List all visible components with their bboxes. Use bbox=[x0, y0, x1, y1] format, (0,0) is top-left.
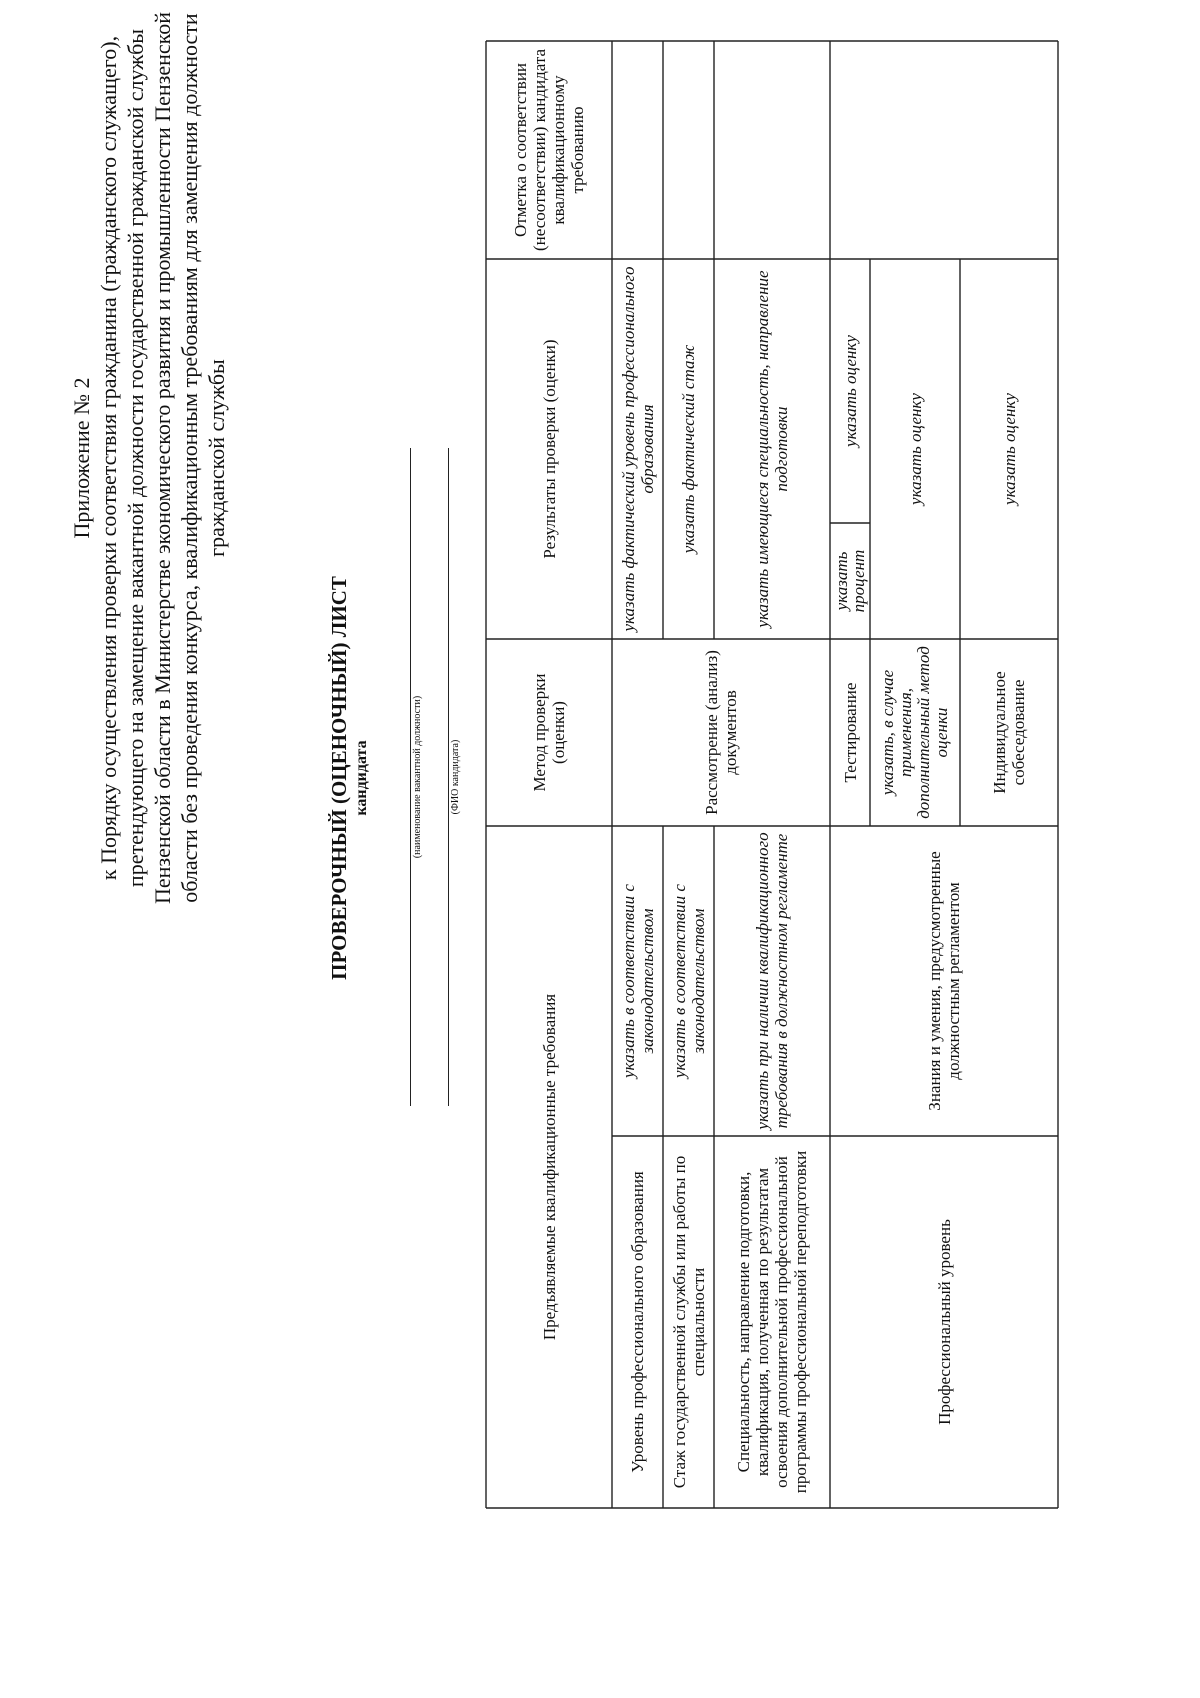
professional-mark[interactable] bbox=[830, 41, 1058, 259]
row1-mark[interactable] bbox=[612, 41, 663, 259]
interview-score[interactable]: указать оценку bbox=[999, 393, 1019, 505]
row3-detail: указать при наличии квалификационного требования в должностном регламенте bbox=[753, 832, 791, 1130]
row1-result[interactable]: указать фактический уровень профессионального образования bbox=[618, 266, 657, 632]
testing-percent[interactable]: указать процент bbox=[832, 549, 868, 613]
method-documents: Рассмотрение (анализ) документов bbox=[702, 650, 740, 815]
professional-level: Профессиональный уровень bbox=[934, 1219, 954, 1425]
additional-score[interactable]: указать оценку bbox=[905, 393, 925, 505]
row3-mark[interactable] bbox=[714, 41, 830, 259]
row2-result[interactable]: указать фактический стаж bbox=[679, 344, 698, 554]
header-mark: Отметка о соответствии (несоответствии) кандидата квалификационному требованию bbox=[511, 48, 587, 252]
row3-requirement: Специальность, направление подготовки, квалификация, полученная по результатам освоения дополнительной профессиональной программы профессиональной переподготовки bbox=[734, 1150, 810, 1494]
row3-result[interactable]: указать имеющиеся специальность, направление подготовки bbox=[753, 270, 791, 628]
appendix-number: Приложение № 2 bbox=[69, 377, 94, 539]
position-caption: (наименование вакантной должности) bbox=[412, 695, 423, 859]
knowledge-skills: Знания и умения, предусмотренные должностным регламентом bbox=[925, 851, 963, 1111]
header-method: Метод проверки (оценки) bbox=[530, 673, 568, 792]
row1-requirement: Уровень профессионального образования bbox=[628, 1171, 647, 1473]
header-requirements: Предъявляемые квалификационные требования bbox=[539, 993, 559, 1341]
title-main: ПРОВЕРОЧНЫЙ (ОЦЕНОЧНЫЙ) ЛИСТ bbox=[327, 576, 351, 980]
method-additional: указать, в случае применения, дополнительный метод оценки bbox=[878, 646, 951, 819]
header-results: Результаты проверки (оценки) bbox=[539, 339, 559, 559]
title-sub: кандидата bbox=[353, 740, 370, 816]
row1-detail: указать в соответствии с законодательством bbox=[618, 884, 657, 1078]
name-caption: (ФИО кандидата) bbox=[450, 739, 461, 815]
row2-mark[interactable] bbox=[663, 41, 714, 259]
row2-requirement: Стаж государственной службы или работы по специальности bbox=[669, 1155, 708, 1489]
appendix-text: к Порядку осуществления проверки соответствия гражданина (гражданского служащего), претендующего на замещение вакантной должности государственной гражданской службы Пензенской области в Министерстве экономического развития и промышленности Пензенской области без проведения конкурса, квалификационным требованиям для замещения должности гражданской службы bbox=[96, 11, 229, 905]
method-testing: Тестирование bbox=[840, 682, 860, 783]
row2-detail: указать в соответствии с законодательством bbox=[669, 884, 708, 1078]
testing-score[interactable]: указать оценку bbox=[840, 335, 860, 447]
method-interview: Индивидуальное собеседование bbox=[990, 671, 1028, 794]
